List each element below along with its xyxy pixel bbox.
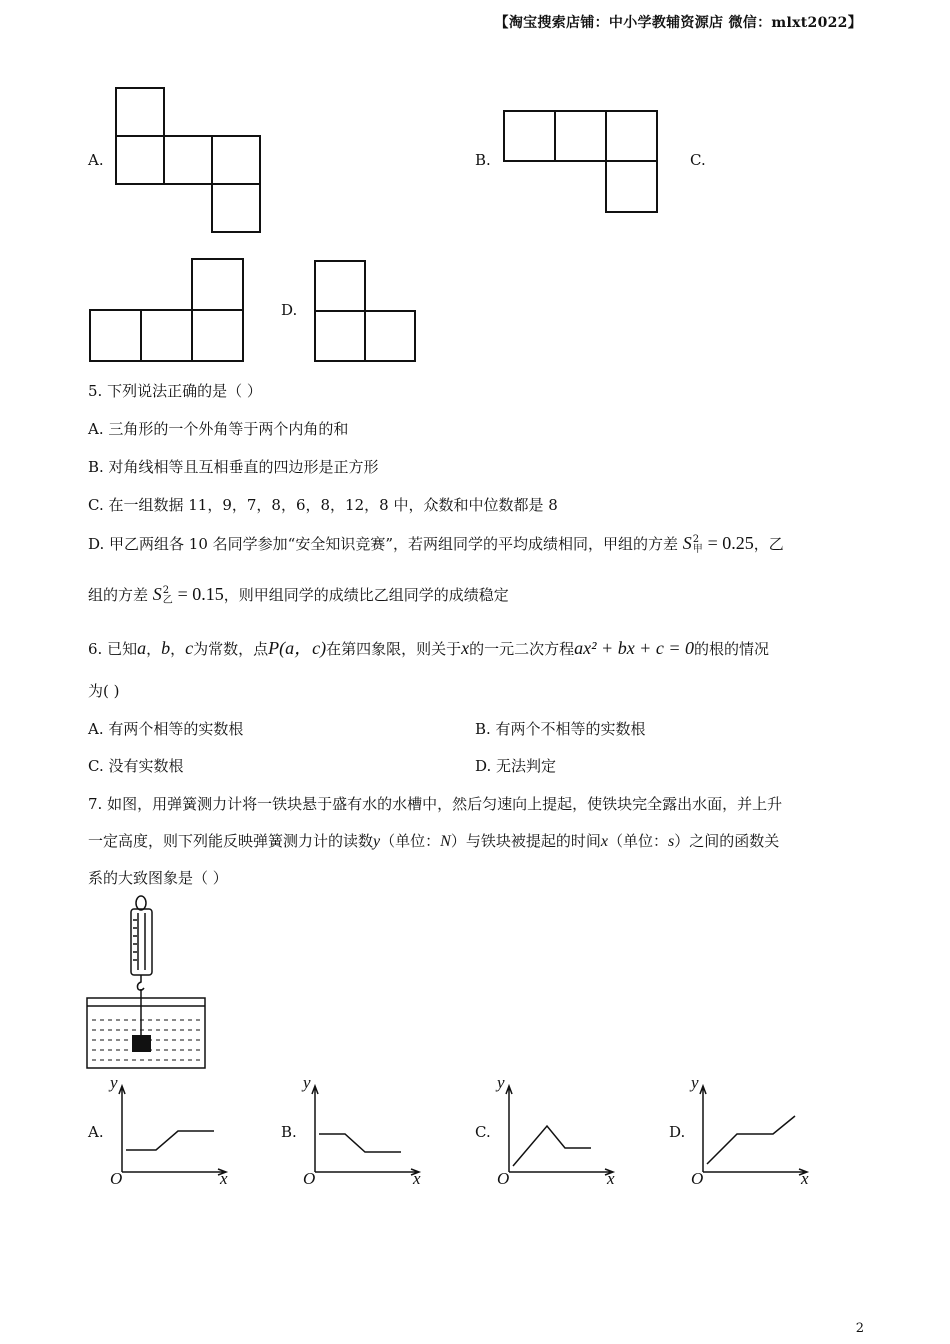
- x-axis-label: x: [607, 1169, 615, 1188]
- q7-option-a-label: A.: [88, 1123, 104, 1141]
- function-curve: [707, 1116, 795, 1164]
- q5-option-d-text1: D. 甲乙两组各 10 名同学参加“安全知识竞赛”，若两组同学的平均成绩相同，甲组的方差: [88, 535, 678, 553]
- variance-jia-symbol: S: [682, 533, 692, 553]
- q4-option-d-label: D.: [281, 301, 298, 319]
- x-axis: [703, 1169, 807, 1175]
- q5-option-c: C. 在一组数据 11，9，7，8，6，8，12，8 中，众数和中位数都是 8: [88, 496, 558, 514]
- q6-var-a: a: [137, 638, 147, 658]
- q5-stem: 5. 下列说法正确的是（ ）: [88, 382, 262, 400]
- variance-yi-symbol: S: [152, 584, 162, 604]
- page-header: 【淘宝搜索店铺：中小学教辅资源店 微信：mlxt2022】: [494, 15, 862, 31]
- q6-text-a: 6. 已知: [88, 640, 138, 658]
- y-axis: [119, 1086, 125, 1172]
- y-axis: [506, 1086, 512, 1172]
- q6-option-d: D. 无法判定: [475, 757, 557, 775]
- q7-text-c: ）与铁块被提起的时间: [450, 832, 601, 850]
- q7-var-x: x: [600, 833, 608, 850]
- x-axis-label: x: [413, 1169, 421, 1188]
- q7-text-d: （单位：: [607, 832, 668, 850]
- x-axis: [509, 1169, 613, 1175]
- origin-label: O: [303, 1169, 316, 1188]
- spring-scale-tank-figure: [80, 890, 220, 1075]
- variance-jia-sub: 甲: [692, 544, 703, 555]
- x-axis-label: x: [801, 1169, 809, 1188]
- q6-stem-line1: [88, 634, 769, 660]
- q7-graph-b: [301, 1070, 431, 1190]
- y-axis: [312, 1086, 318, 1172]
- y-axis-label: y: [691, 1073, 699, 1092]
- q6-sep2: ，: [170, 640, 186, 658]
- q7-var-y: y: [373, 833, 381, 850]
- q5-option-d-text3: 组的方差: [88, 586, 149, 604]
- q6-var-x: x: [461, 638, 470, 658]
- variance-yi-sup: 2: [162, 585, 170, 596]
- q5-option-a: A. 三角形的一个外角等于两个内角的和: [88, 420, 349, 438]
- q7-stem-line2: [88, 830, 779, 851]
- q4-option-c-label: C.: [690, 151, 706, 169]
- q6-option-b: B. 有两个不相等的实数根: [475, 720, 646, 738]
- q6-option-a: A. 有两个相等的实数根: [88, 720, 244, 738]
- q5-option-b: B. 对角线相等且互相垂直的四边形是正方形: [88, 458, 379, 476]
- y-axis-label: y: [110, 1073, 118, 1092]
- q7-text-a: 一定高度，则下列能反映弹簧测力计的读数: [88, 832, 374, 850]
- q7-option-d-label: D.: [669, 1123, 686, 1141]
- q7-option-b-label: B.: [281, 1123, 297, 1141]
- q6-point: P(a，c): [268, 638, 327, 658]
- y-axis: [700, 1086, 706, 1172]
- q5-option-d-text4: ，则甲组同学的成绩比乙组同学的成绩稳定: [223, 586, 509, 604]
- q7-text-e: ）之间的函数关: [674, 832, 780, 850]
- function-curve: [513, 1126, 591, 1166]
- q5-option-d-text2: ，乙: [753, 535, 784, 553]
- y-axis-label: y: [303, 1073, 311, 1092]
- variance-jia-value: = 0.25: [707, 533, 754, 553]
- q5-option-d-line1: [88, 533, 784, 555]
- q6-text-d: 的一元二次方程: [469, 640, 575, 658]
- variance-jia-sup: 2: [692, 534, 700, 545]
- x-axis: [122, 1169, 226, 1175]
- q6-text-c: 在第四象限，则关于: [326, 640, 462, 658]
- q6-var-c: c: [185, 638, 194, 658]
- y-axis-label: y: [497, 1073, 505, 1092]
- variance-yi-value: = 0.15: [177, 584, 224, 604]
- q7-stem-line1: 7. 如图，用弹簧测力计将一铁块悬于盛有水的水槽中，然后匀速向上提起，使铁块完全露出水面，并上升: [88, 795, 783, 813]
- function-curve: [126, 1131, 214, 1150]
- function-curve: [319, 1134, 401, 1152]
- q7-unit-s: s: [667, 833, 675, 850]
- q4-option-b-label: B.: [475, 151, 491, 169]
- x-axis: [315, 1169, 419, 1175]
- page-number: 2: [855, 1321, 864, 1336]
- q5-option-d-line2: [88, 584, 509, 606]
- origin-label: O: [110, 1169, 123, 1188]
- q6-text-e: 的根的情况: [693, 640, 769, 658]
- q6-var-b: b: [161, 638, 171, 658]
- q6-sep1: ，: [146, 640, 162, 658]
- variance-yi-sub: 乙: [162, 595, 173, 606]
- q6-option-c: C. 没有实数根: [88, 757, 184, 775]
- q7-graph-d: [689, 1070, 819, 1190]
- q7-stem-line3: 系的大致图象是（ ）: [88, 869, 228, 887]
- iron-block: [132, 1035, 151, 1052]
- q7-text-b: （单位：: [380, 832, 441, 850]
- q7-graph-a: [108, 1070, 238, 1190]
- q7-option-c-label: C.: [475, 1123, 491, 1141]
- q6-equation: ax² + bx + c = 0: [574, 638, 694, 658]
- q6-text-b: 为常数，点: [193, 640, 269, 658]
- q6-stem-line2: 为( ): [88, 682, 120, 700]
- q7-graph-c: [495, 1070, 625, 1190]
- origin-label: O: [691, 1169, 704, 1188]
- q7-unit-n: N: [440, 833, 451, 850]
- x-axis-label: x: [220, 1169, 228, 1188]
- origin-label: O: [497, 1169, 510, 1188]
- q4-option-a-label: A.: [88, 151, 104, 169]
